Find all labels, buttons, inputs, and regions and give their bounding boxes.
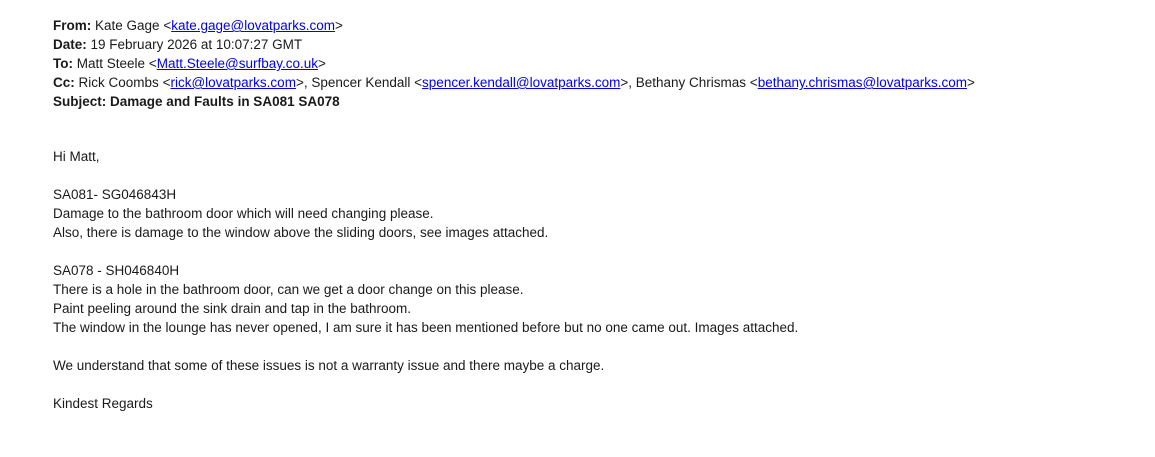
greeting: Hi Matt, — [53, 149, 100, 164]
cc-row: Cc: Rick Coombs <rick@lovatparks.com>, Spencer Kendall <spencer.kendall@lovatparks.com>, Bethany Chrismas <bethany.chrismas@lovatparks.com> — [53, 75, 975, 90]
cc-email-link[interactable]: rick@lovatparks.com — [170, 75, 296, 90]
from-name: Kate Gage — [95, 18, 160, 33]
body-line: The window in the lounge has never opened, I am sure it has been mentioned before but no one came out. Images attached. — [53, 320, 799, 335]
to-label: To: — [53, 56, 73, 71]
from-row: From: Kate Gage <kate.gage@lovatparks.com> — [53, 18, 343, 33]
from-email-link[interactable]: kate.gage@lovatparks.com — [171, 18, 335, 33]
subject-row — [53, 92, 1133, 111]
signoff: Kindest Regards — [53, 396, 153, 411]
cc-label: Cc: — [53, 75, 75, 90]
cc-name: Rick Coombs — [78, 75, 159, 90]
warranty-note: We understand that some of these issues is not a warranty issue and there maybe a charge. — [53, 358, 605, 373]
cc-name: Spencer Kendall — [311, 75, 411, 90]
date-label: Date: — [53, 37, 87, 52]
cc-name: Bethany Chrismas — [635, 75, 747, 90]
subject-value: Damage and Faults in SA081 SA078 — [110, 94, 340, 109]
date-value: 19 February 2026 at 10:07:27 GMT — [90, 37, 303, 52]
body-line: There is a hole in the bathroom door, can we get a door change on this please. — [53, 282, 524, 297]
cc-email-link[interactable]: bethany.chrismas@lovatparks.com — [757, 75, 967, 90]
from-label: From: — [53, 18, 92, 33]
unit-title: SA078 - SH046840H — [53, 263, 180, 278]
to-email-link[interactable]: Matt.Steele@surfbay.co.uk — [156, 56, 318, 71]
body-line: Paint peeling around the sink drain and tap in the bathroom. — [53, 301, 411, 316]
cc-email-link[interactable]: spencer.kendall@lovatparks.com — [422, 75, 621, 90]
body-line: Damage to the bathroom door which will need changing please. — [53, 206, 434, 221]
body-line: Also, there is damage to the window above the sliding doors, see images attached. — [53, 225, 549, 240]
unit-title: SA081- SG046843H — [53, 187, 177, 202]
subject-label: Subject: — [53, 94, 107, 109]
email-message — [53, 16, 1133, 413]
to-row: To: Matt Steele <Matt.Steele@surfbay.co.uk> — [53, 56, 326, 71]
date-row — [53, 35, 1133, 54]
to-name: Matt Steele — [76, 56, 146, 71]
